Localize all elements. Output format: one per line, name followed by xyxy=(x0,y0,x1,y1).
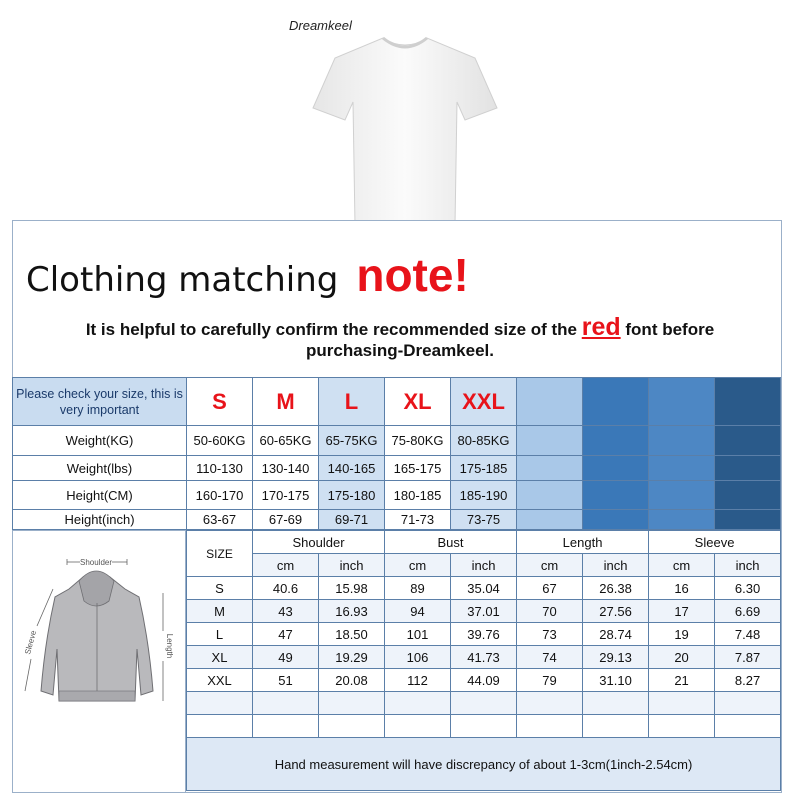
empty-cell xyxy=(583,692,649,715)
unit-header: cm xyxy=(517,554,583,577)
empty-cell xyxy=(517,426,583,456)
subtitle-red-word: red xyxy=(581,313,621,341)
length-label: Length xyxy=(165,633,174,659)
empty-cell xyxy=(385,715,451,738)
group-header-bust: Bust xyxy=(385,531,517,554)
empty-cell xyxy=(715,456,781,481)
table-cell: S xyxy=(187,577,253,600)
size-table-header-note: Please check your size, this is very important xyxy=(13,378,187,426)
table-cell: 35.04 xyxy=(451,577,517,600)
table-cell: 6.30 xyxy=(715,577,781,600)
table-row xyxy=(187,577,781,600)
empty-cell xyxy=(451,715,517,738)
table-cell: 18.50 xyxy=(319,623,385,646)
table-cell: 16.93 xyxy=(319,600,385,623)
empty-cell xyxy=(187,692,253,715)
empty-cell xyxy=(253,692,319,715)
table-cell: 20.08 xyxy=(319,669,385,692)
table-cell: 180-185 xyxy=(385,481,451,510)
empty-cell xyxy=(649,378,715,426)
table-cell: 43 xyxy=(253,600,319,623)
empty-cell xyxy=(517,510,583,530)
table-cell: 140-165 xyxy=(319,456,385,481)
empty-cell xyxy=(583,426,649,456)
table-cell: 19 xyxy=(649,623,715,646)
table-cell: 51 xyxy=(253,669,319,692)
table-cell: 7.87 xyxy=(715,646,781,669)
table-cell: 26.38 xyxy=(583,577,649,600)
measurement-footnote: Hand measurement will have discrepancy of about 1-3cm(1inch-2.54cm) xyxy=(187,738,781,791)
table-cell: 27.56 xyxy=(583,600,649,623)
empty-cell xyxy=(715,715,781,738)
empty-cell xyxy=(451,692,517,715)
table-cell: L xyxy=(187,623,253,646)
empty-row xyxy=(187,715,781,738)
row-label: Weight(lbs) xyxy=(13,456,187,481)
table-cell: 101 xyxy=(385,623,451,646)
table-cell: 130-140 xyxy=(253,456,319,481)
unit-header: cm xyxy=(385,554,451,577)
table-cell: 6.69 xyxy=(715,600,781,623)
table-cell: 7.48 xyxy=(715,623,781,646)
table-cell: 8.27 xyxy=(715,669,781,692)
table-cell: 75-80KG xyxy=(385,426,451,456)
table-row xyxy=(187,600,781,623)
brand-label: Dreamkeel xyxy=(289,18,352,33)
table-cell: 37.01 xyxy=(451,600,517,623)
empty-cell xyxy=(385,692,451,715)
table-cell: 40.6 xyxy=(253,577,319,600)
row-label: Height(CM) xyxy=(13,481,187,510)
table-cell: 60-65KG xyxy=(253,426,319,456)
size-recommendation-table xyxy=(12,377,781,530)
table-cell: 19.29 xyxy=(319,646,385,669)
table-cell: 17 xyxy=(649,600,715,623)
table-row xyxy=(187,646,781,669)
hoodie-diagram xyxy=(13,531,185,792)
headline xyxy=(26,248,469,302)
table-cell: 170-175 xyxy=(253,481,319,510)
empty-cell xyxy=(517,456,583,481)
row-label: Weight(KG) xyxy=(13,426,187,456)
table-cell: 21 xyxy=(649,669,715,692)
empty-cell xyxy=(583,481,649,510)
measurement-table xyxy=(186,530,781,791)
size-header-l: L xyxy=(319,378,385,426)
subtitle-part1: It is helpful to carefully confirm the recommended size of the xyxy=(85,320,578,339)
empty-cell xyxy=(649,510,715,530)
table-cell: 79 xyxy=(517,669,583,692)
unit-header: inch xyxy=(451,554,517,577)
empty-cell xyxy=(583,510,649,530)
empty-cell xyxy=(715,510,781,530)
unit-header: inch xyxy=(319,554,385,577)
table-row xyxy=(187,623,781,646)
table-cell: 175-180 xyxy=(319,481,385,510)
empty-row xyxy=(187,692,781,715)
row-label: Height(inch) xyxy=(13,510,187,530)
empty-cell xyxy=(649,426,715,456)
table-cell: 65-75KG xyxy=(319,426,385,456)
table-cell: 20 xyxy=(649,646,715,669)
table-cell: 110-130 xyxy=(187,456,253,481)
subtitle-line-1 xyxy=(20,313,780,342)
table-cell: 106 xyxy=(385,646,451,669)
unit-header: cm xyxy=(253,554,319,577)
table-cell: 31.10 xyxy=(583,669,649,692)
table-cell: XL xyxy=(187,646,253,669)
headline-accent: note! xyxy=(356,249,469,301)
empty-cell xyxy=(319,715,385,738)
table-cell: 69-71 xyxy=(319,510,385,530)
empty-cell xyxy=(517,715,583,738)
empty-cell xyxy=(517,481,583,510)
table-cell: 15.98 xyxy=(319,577,385,600)
empty-cell xyxy=(187,715,253,738)
tshirt-image xyxy=(305,30,505,230)
group-header-length: Length xyxy=(517,531,649,554)
empty-cell xyxy=(583,378,649,426)
table-cell: 39.76 xyxy=(451,623,517,646)
table-cell: 89 xyxy=(385,577,451,600)
table-cell: 29.13 xyxy=(583,646,649,669)
subtitle-part2: font before xyxy=(625,320,715,339)
size-header-xxl: XXL xyxy=(451,378,517,426)
sleeve-label: Sleeve xyxy=(23,629,39,656)
empty-cell xyxy=(715,481,781,510)
table-cell: 74 xyxy=(517,646,583,669)
table-cell: 44.09 xyxy=(451,669,517,692)
size-header-xl: XL xyxy=(385,378,451,426)
table-cell: 94 xyxy=(385,600,451,623)
measurement-diagram xyxy=(12,530,186,793)
empty-cell xyxy=(517,692,583,715)
empty-cell xyxy=(517,378,583,426)
table-cell: 70 xyxy=(517,600,583,623)
group-header-sleeve: Sleeve xyxy=(649,531,781,554)
empty-cell xyxy=(649,692,715,715)
table-cell: 28.74 xyxy=(583,623,649,646)
empty-cell xyxy=(715,426,781,456)
empty-cell xyxy=(715,378,781,426)
empty-cell xyxy=(649,456,715,481)
unit-header: cm xyxy=(649,554,715,577)
table-cell: 50-60KG xyxy=(187,426,253,456)
unit-header: inch xyxy=(715,554,781,577)
table-cell: 67 xyxy=(517,577,583,600)
size-column-header: SIZE xyxy=(187,531,253,577)
table-cell: 80-85KG xyxy=(451,426,517,456)
empty-cell xyxy=(253,715,319,738)
table-cell: 73-75 xyxy=(451,510,517,530)
empty-cell xyxy=(319,692,385,715)
table-cell: 49 xyxy=(253,646,319,669)
table-cell: 67-69 xyxy=(253,510,319,530)
table-cell: 73 xyxy=(517,623,583,646)
headline-text: Clothing matching xyxy=(26,260,339,300)
size-header-s: S xyxy=(187,378,253,426)
table-cell: 112 xyxy=(385,669,451,692)
table-row xyxy=(187,669,781,692)
size-header-m: M xyxy=(253,378,319,426)
table-cell: M xyxy=(187,600,253,623)
table-cell: 71-73 xyxy=(385,510,451,530)
table-cell: 185-190 xyxy=(451,481,517,510)
table-cell: 175-185 xyxy=(451,456,517,481)
table-cell: 63-67 xyxy=(187,510,253,530)
table-cell: 160-170 xyxy=(187,481,253,510)
group-header-shoulder: Shoulder xyxy=(253,531,385,554)
subtitle-line-2: purchasing-Dreamkeel. xyxy=(305,341,494,360)
table-cell: XXL xyxy=(187,669,253,692)
empty-cell xyxy=(649,481,715,510)
empty-cell xyxy=(583,456,649,481)
table-cell: 47 xyxy=(253,623,319,646)
table-cell: 16 xyxy=(649,577,715,600)
table-cell: 165-175 xyxy=(385,456,451,481)
empty-cell xyxy=(583,715,649,738)
empty-cell xyxy=(649,715,715,738)
table-cell: 41.73 xyxy=(451,646,517,669)
empty-cell xyxy=(715,692,781,715)
unit-header: inch xyxy=(583,554,649,577)
shoulder-label: Shoulder xyxy=(79,558,113,567)
